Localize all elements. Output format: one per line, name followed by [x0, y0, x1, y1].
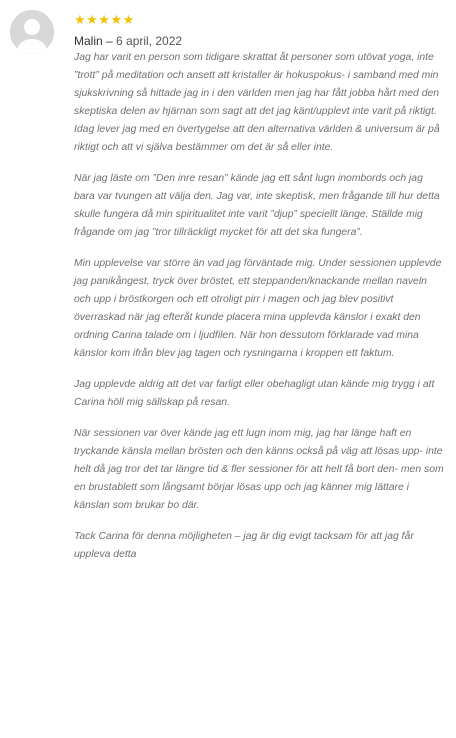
review-paragraph: Tack Carina för denna möjligheten – jag är dig evigt tacksam för att jag får uppleva detta: [74, 531, 414, 560]
review-paragraph: När sessionen var över kände jag ett lugn inom mig, jag har länge haft en tryckande känsla mellan brösten och den känns också på väg att lösas upp- inte helt då jag tror det tar längre tid & fler sessioner för att helt få bort den- men som en brustablett som långsamt börjar lösas upp och jag känner mig lättare i känslan som brukar bo där.: [74, 428, 444, 511]
review-date: 6 april, 2022: [116, 34, 183, 48]
meta-separator: –: [102, 34, 117, 48]
review-paragraph: Min upplevelse var större än vad jag förväntade mig. Under sessionen upplevde jag panikångest, tryck över bröstet, ett steppanden/knackande mellan naveln och upp i bröstkorgen och ett otroligt pirr i magen och jag blev positivt överraskad när jag efteråt kunde placera mina upplevda känslor i exakt den ordning Carina talade om i ljudfilen. När hon dessutom förklarade vad mina känslor kom ifrån blev jag tagen och rysningarna i kroppen ett faktum.: [74, 258, 442, 359]
review-author: Malin: [74, 34, 103, 48]
review-meta: [74, 33, 446, 49]
star-rating: ★★★★★: [74, 12, 135, 27]
review-content: [74, 12, 446, 577]
review-body: [74, 49, 446, 564]
review-paragraph: Jag upplevde aldrig att det var farligt eller obehagligt utan kände mig trygg i att Carina höll mig sällskap på resan.: [74, 379, 435, 408]
review-paragraph: Jag har varit en person som tidigare skrattat åt personer som utövat yoga, inte ”trott” på meditation och ansett att kristaller är hokuspokus- i samband med min sjukskrivning så hittade jag in i den världen men jag har fått jobba hårt med den skeptiska delen av hjärnan som sagt att det jag känt/upplevt inte varit på riktigt. Idag lever jag med en övertygelse att den alternativa världen & universum är på riktigt och att vi själva bestämmer om det är så eller inte.: [74, 52, 440, 153]
user-avatar-icon: [10, 10, 54, 54]
review-paragraph: När jag läste om ”Den inre resan” kände jag ett sånt lugn inombords och jag bara var tvungen att välja den. Jag var, inte skeptisk, men frågande till hur detta skulle fungera då min spiritualitet inte varit ”djup” speciellt länge. Ställde mig frågande om jag ”tror tillräckligt mycket för att det ska fungera”.: [74, 173, 440, 238]
